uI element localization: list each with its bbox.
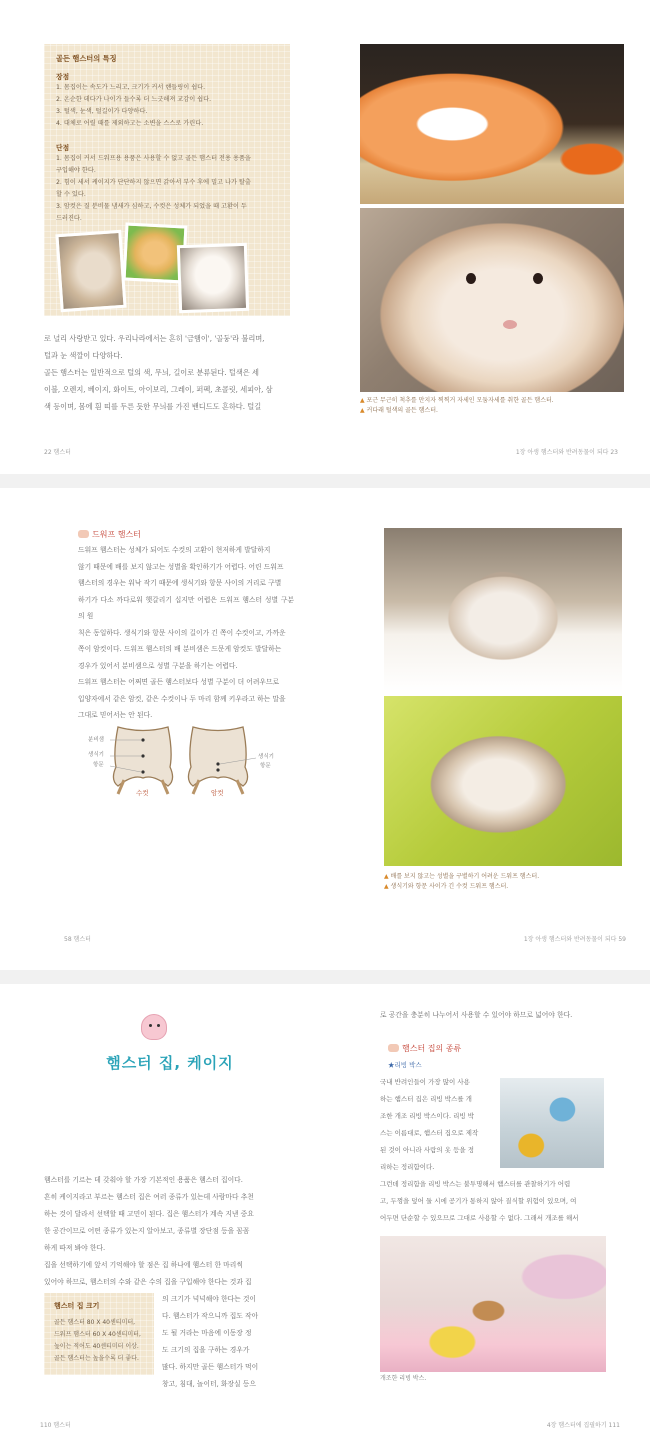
- label-anus-female: 항문: [260, 763, 271, 769]
- page-separator: [0, 970, 650, 984]
- paragraph: 로 널리 사랑받고 있다. 우리나라에서는 흔히 '금햄이', '골둥'라 불리며,: [44, 334, 265, 343]
- caption-line: ▲ 커다래 털색의 골든 햄스터.: [360, 407, 438, 414]
- paragraph: 조한 개조 리빙 박스이다. 리빙 박: [380, 1112, 475, 1120]
- paragraph: 하기가 다소 까다로워 햇갈리기 십지만 어렵은 드워프 햄스터 성별 구분의 원: [78, 595, 294, 620]
- chapter-hamster-icon: [141, 1014, 167, 1040]
- footer-right: 1장 아생 햄스터와 반려동물이 되다 59: [523, 936, 626, 943]
- cons-item: 2. 힘이 세서 케이지가 단단하지 않으면 갉아서 부수 후에 밀고 나가 탈출: [56, 179, 251, 186]
- pros-item: 2. 온순한 데다가 나이가 들수록 더 느긋해져 교감이 쉽다.: [56, 96, 212, 103]
- pros-item: 3. 털색, 눈색, 털길이가 다양하다.: [56, 108, 148, 115]
- paragraph: 창고, 침대, 놀이터, 화장실 등으: [162, 1380, 256, 1388]
- paragraph: 한 공간이므로 어떤 종류가 있는지 알아보고, 종류별 장단점 등을 꼼꼼: [44, 1227, 250, 1235]
- body-text-right-top: 로 공간을 충분히 나누어서 사용할 수 있어야 하므로 넓어야 한다.: [380, 1011, 573, 1019]
- paragraph: 드워프 햄스터는 성체가 되어도 수컷의 고환이 현저하게 발달하지: [78, 546, 271, 554]
- paragraph: 흔히 케이지라고 부르는 햄스터 집은 여러 종류가 있는데 사람마다 추천: [44, 1193, 254, 1201]
- cons-item: 3. 암컷은 질 분비물 냄새가 심하고, 수컷은 성체가 되었을 때 고환이 두: [56, 203, 247, 210]
- label-gland: 분비샘: [88, 737, 104, 743]
- genital-dot: [141, 754, 144, 757]
- caption-line: ▲ 배를 보지 않고는 성별을 구별하기 어려운 드워프 햄스터.: [384, 873, 540, 880]
- body-text-cage: [44, 1172, 294, 1291]
- paragraph: 경우가 있어서 분비샘으로 성별 구분을 하기는 어렵다.: [78, 661, 238, 670]
- anus-dot: [216, 768, 219, 771]
- dwarf-section-title: 드워프 햄스터: [78, 529, 141, 540]
- paragraph: 칙은 동일하다. 생식기와 항문 사이의 길이가 긴 쪽이 수컷이고, 가까운: [78, 628, 286, 637]
- caption-line: ▲ 생식기와 항문 사이가 긴 수컷 드워프 햄스터.: [384, 883, 509, 890]
- body-text-dwarf: [78, 542, 294, 724]
- hamster-photo-back: [55, 230, 126, 312]
- dwarf-hamster-belly-photo: [384, 696, 622, 866]
- caption-line: ▲ 포근 무근히 척추를 만지자 찍찍거 자세인 모둠자세를 취한 골든 햄스터.: [360, 397, 554, 404]
- paragraph: 리하는 정리함이다.: [380, 1163, 435, 1171]
- female-diagram-title: 암컷: [211, 789, 224, 797]
- paragraph: 그런데 정리함을 리빙 박스는 불투명해서 햄스터를 관찰하기가 어렵: [380, 1180, 571, 1188]
- label-anus-male: 항문: [93, 762, 104, 768]
- cons-heading: 단점: [56, 144, 70, 152]
- hamster-eye-right: [533, 273, 543, 284]
- pros-item: 1. 몸집이는 속도가 느리고, 크기가 커서 핸들링이 쉽다.: [56, 84, 206, 91]
- paragraph: 다. 햄스터가 작으니까 집도 작아: [162, 1312, 259, 1320]
- cons-item: 1. 몸집이 커서 드워프용 용품은 사용할 수 없고 골든 햄스터 전용 용품을: [56, 155, 251, 162]
- photo-captions: [360, 396, 624, 416]
- paragraph: 있어야 하므로, 햄스터의 수와 같은 수의 집을 구입해야 한다는 것과 집: [44, 1278, 252, 1286]
- hamster-icon: [78, 530, 89, 538]
- dwarf-hamster-photo: [384, 528, 622, 692]
- footer-left: 110 햄스터: [40, 1422, 71, 1429]
- living-box-subtitle: ★리빙 박스: [388, 1061, 422, 1069]
- cage-size-item: 드워프 햄스터 60 X 40센티미터,: [54, 1331, 141, 1338]
- hamster-closeup-photo: [360, 208, 624, 392]
- paragraph: 그대로 믿어서는 안 된다.: [78, 711, 153, 719]
- body-text-cage-narrow: [162, 1291, 294, 1393]
- cons-item: 드러진다.: [56, 215, 82, 222]
- paragraph: 도 될 거라는 마음에 이동장 정: [162, 1329, 252, 1337]
- paragraph: 고, 두껑을 덮어 둘 시에 공기가 통하지 않아 질식할 위험이 있으며, 여: [380, 1197, 577, 1205]
- paragraph: 햄스터의 경우는 워낙 작기 때문에 생식기와 항문 사이의 거리로 구별: [78, 579, 282, 587]
- paragraph: 국내 반려인들이 가장 많이 사용: [380, 1078, 470, 1086]
- photo-captions: [384, 872, 624, 892]
- paragraph: 하게 따져 봐야 한다.: [44, 1244, 106, 1252]
- pros-item: 4. 대체로 어릴 때를 제외하고는 소변을 스스로 가린다.: [56, 120, 204, 127]
- paragraph: 털과 눈 색깔이 다양하다.: [44, 351, 123, 360]
- paragraph: 집을 선택하기에 앞서 기억해야 할 점은 집 하나에 햄스터 한 마리씩: [44, 1261, 243, 1269]
- paragraph: 드워프 햄스터는 어쩌면 골든 햄스터보다 성별 구분이 더 어려우므로: [78, 678, 280, 686]
- cons-item: 구입해야 한다.: [56, 167, 96, 174]
- spread-1: [0, 0, 650, 470]
- paragraph: 도 크기의 집을 구하는 경우가: [162, 1346, 250, 1354]
- paragraph: 색 등이며, 몸에 흰 띠를 두른 듯한 무늬를 가진 밴디드도 흔하다. 털길: [44, 402, 262, 411]
- label-genital-female: 생식기: [258, 754, 274, 760]
- footer-right: 4장 햄스터에 집필하기 111: [546, 1422, 620, 1429]
- pros-heading: 장점: [56, 73, 70, 81]
- paragraph: 이블, 오렌지, 베이지, 화이트, 아이보리, 그레이, 퍼펙, 초콜릿, 세피아, 삼: [44, 385, 273, 394]
- feature-box-title: 골든 햄스터의 특징: [56, 54, 117, 63]
- sex-diagram: [88, 722, 278, 802]
- paragraph: 햄스터를 기르는 데 갖춰야 할 가장 기본적인 용품은 햄스터 집이다.: [44, 1176, 243, 1184]
- body-text-right: [380, 1176, 606, 1227]
- footer-right: 1장 아생 햄스터와 반려동물이 되다 23: [515, 449, 618, 456]
- gland-dot: [141, 738, 144, 741]
- cage-size-box: [44, 1293, 154, 1375]
- cons-item: 할 수 있다.: [56, 191, 86, 198]
- paragraph: 입양자에서 같은 암컷, 같은 수컷이나 두 마리 함께 키우라고 하는 말을: [78, 694, 286, 703]
- label-genital-male: 생식기: [88, 752, 104, 758]
- paragraph: 골든 햄스터는 일반적으로 털의 색, 무늬, 길이로 분류된다. 털색은 세: [44, 368, 259, 377]
- page-separator: [0, 474, 650, 488]
- cage-size-item: 높이는 적어도 40센티미터 이상.: [54, 1343, 139, 1350]
- paragraph: 의 크기가 넉넉해야 한다는 것이: [162, 1295, 256, 1303]
- hamster-eye-left: [466, 273, 476, 284]
- genital-dot: [216, 762, 219, 765]
- pros-list: [56, 82, 281, 130]
- female-body-shape: [188, 727, 247, 786]
- modified-box-caption: 개조한 리빙 박스.: [380, 1375, 427, 1382]
- hamster-nose: [503, 320, 517, 329]
- golden-hamster-feature-box: [44, 44, 290, 316]
- paragraph: 하는 햄스터 집은 리빙 박스를 개: [380, 1095, 472, 1103]
- anus-dot: [141, 770, 144, 773]
- paragraph: 많다. 하지만 골든 햄스터가 먹이: [162, 1363, 259, 1371]
- living-box-photo: [500, 1078, 604, 1168]
- chapter-title: 햄스터 집, 케이지: [106, 1054, 234, 1072]
- paragraph: 스는 이름대로, 햄스터 집으로 제작: [380, 1129, 479, 1137]
- hamster-photo-white: [177, 243, 249, 313]
- modified-living-box-photo: [380, 1236, 606, 1372]
- cage-box-title: 햄스터 집 크기: [54, 1302, 100, 1310]
- cage-size-item: 골든 햄스터 80 X 40센티미터,: [54, 1319, 136, 1326]
- cage-types-section-title: 햄스터 집의 종류: [388, 1043, 461, 1054]
- cons-list: [56, 153, 281, 225]
- hamster-icon: [388, 1044, 399, 1052]
- body-text-left: [44, 330, 296, 415]
- paragraph: 쪽이 암컷이다. 드워프 햄스터의 배 분비샘은 드문게 암컷도 발달하는: [78, 645, 282, 653]
- hamster-in-wheel-photo: [360, 44, 624, 204]
- spread-2: [0, 492, 650, 962]
- paragraph: 어두면 단순할 수 있으므로 그대로 사용할 수 없다. 그래서 개조를 해서: [380, 1214, 579, 1222]
- paragraph: 하는 것이 달라서 선택할 때 고민이 된다. 집은 햄스터가 계속 지낸 중요: [44, 1210, 254, 1218]
- male-diagram-title: 수컷: [136, 789, 149, 797]
- footer-left: 22 햄스터: [44, 449, 71, 456]
- paragraph: 된 것이 아니라 사람의 옷 등을 정: [380, 1146, 475, 1154]
- cage-size-item: 골든 햄스터는 높을수록 더 좋다.: [54, 1355, 139, 1362]
- body-text-living-box: [380, 1074, 496, 1176]
- paragraph: 않기 때문에 배를 보지 않고는 성별을 확인하기가 어렵다. 어린 드워프: [78, 562, 284, 571]
- cage-size-list: [54, 1317, 141, 1365]
- footer-left: 58 햄스터: [64, 936, 91, 943]
